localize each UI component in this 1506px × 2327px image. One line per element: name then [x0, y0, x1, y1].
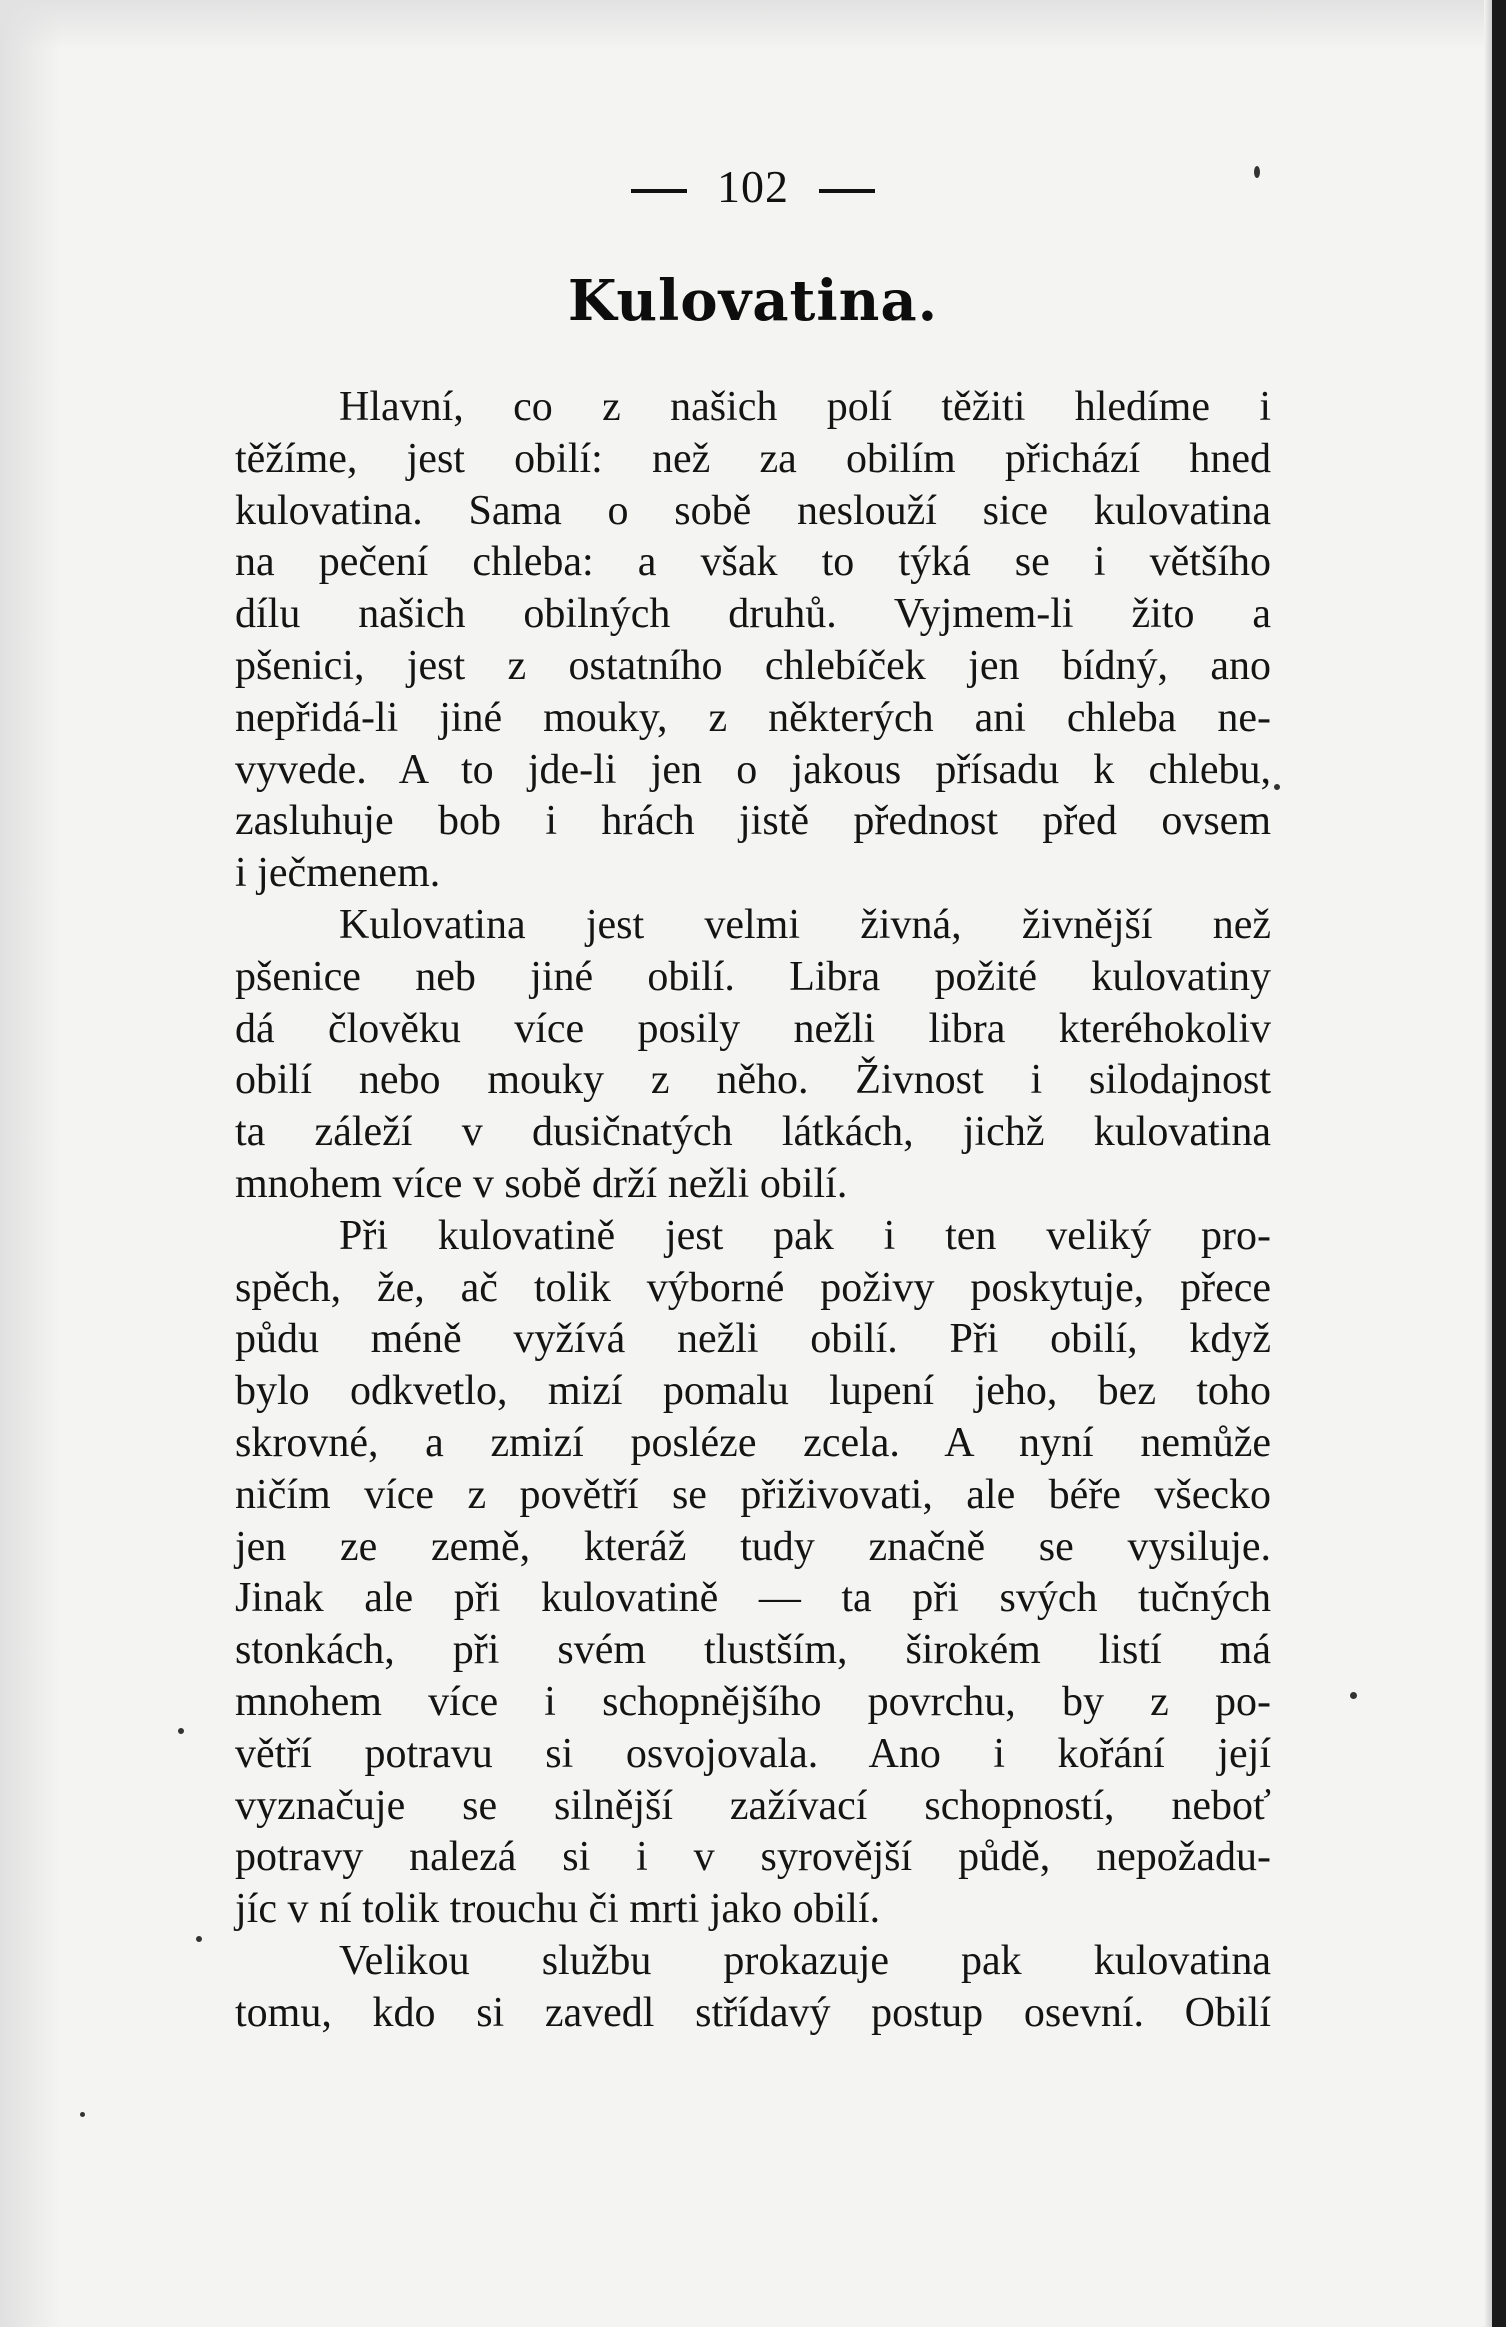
text-line: dílu našich obilných druhů. Vyjmem-li žito a [235, 591, 1271, 638]
text-line: mnohem více v sobě drží nežli obilí. [235, 1160, 848, 1207]
paragraph-3 [235, 1211, 1271, 1936]
text-line: nepřidá-li jiné mouky, z některých ani chleba ne- [235, 694, 1271, 741]
text-line: bylo odkvetlo, mizí pomalu lupení jeho, bez toho [235, 1368, 1271, 1415]
text-line: Při kulovatině jest pak i ten veliký pro- [339, 1212, 1271, 1259]
paragraph-4 [235, 1936, 1271, 2040]
text-line: kulovatina. Sama o sobě neslouží sice kulovatina [235, 487, 1271, 534]
scan-speck [1350, 1692, 1357, 1699]
text-line: tomu, kdo si zavedl střídavý postup osevní. Obilí [235, 1989, 1271, 2036]
text-line: vyznačuje se silnější zažívací schopností, neboť [235, 1782, 1271, 1829]
text-line: dá člověku více posily nežli libra kteréhokoliv [235, 1005, 1271, 1052]
paragraph-1 [235, 382, 1271, 900]
text-line: jen ze země, kteráž tudy značně se vysiluje. [235, 1523, 1271, 1570]
scan-speck [178, 1728, 184, 1734]
text-line: jíc v ní tolik trouchu či mrti jako obilí. [235, 1886, 881, 1933]
text-line: i ječmenem. [235, 850, 441, 897]
text-line: Jinak ale při kulovatině — ta při svých tučných [235, 1575, 1271, 1622]
text-line: Velikou službu prokazuje pak kulovatina [339, 1937, 1271, 1984]
chapter-title: Kulovatina. [567, 268, 939, 334]
text-line: mnohem více i schopnějšího povrchu, by z po- [235, 1678, 1271, 1725]
body-text [235, 382, 1271, 2040]
text-line: půdu méně vyžívá nežli obilí. Při obilí, když [235, 1316, 1271, 1363]
text-line: pšenici, jest z ostatního chlebíček jen bídný, ano [235, 642, 1271, 689]
text-line: spěch, že, ač tolik výborné poživy poskytuje, přece [235, 1264, 1271, 1311]
scan-speck [80, 2112, 85, 2117]
paragraph-2 [235, 900, 1271, 1211]
text-line: větří potravu si osvojovala. Ano i kořání její [235, 1730, 1271, 1777]
text-line: skrovné, a zmizí posléze zcela. A nyní nemůže [235, 1419, 1271, 1466]
text-line: zasluhuje bob i hrách jistě přednost před ovsem [235, 798, 1271, 845]
header-dash-right [819, 189, 875, 193]
scan-speck [1274, 784, 1280, 790]
text-line: vyvede. A to jde-li jen o jakous přísadu k chlebu, [235, 746, 1271, 793]
header-dash-left [631, 189, 687, 193]
page-binding-edge [1492, 0, 1506, 2327]
text-line: stonkách, při svém tlustším, širokém listí má [235, 1627, 1271, 1674]
page-number: 102 [717, 161, 789, 212]
text-line: ničím více z povětří se přiživovati, ale béře všecko [235, 1471, 1271, 1518]
page-edge-shadow [1484, 0, 1492, 2327]
text-line: těžíme, jest obilí: než za obilím přichází hned [235, 435, 1271, 482]
scan-shadow-top [0, 0, 1506, 50]
page-header [0, 160, 1506, 213]
text-line: pšenice neb jiné obilí. Libra požité kulovatiny [235, 953, 1271, 1000]
text-line: potravy nalezá si i v syrovější půdě, nepožadu- [235, 1834, 1271, 1881]
text-line: na pečení chleba: a však to týká se i většího [235, 539, 1271, 586]
text-line: obilí nebo mouky z něho. Živnost i silodajnost [235, 1057, 1271, 1104]
text-line: ta záleží v dusičnatých látkách, jichž kulovatina [235, 1109, 1271, 1156]
text-line: Hlavní, co z našich polí těžiti hledíme i [339, 384, 1271, 430]
scan-speck [196, 1936, 202, 1942]
text-line: Kulovatina jest velmi živná, živnější než [339, 901, 1271, 948]
scan-shadow-left [0, 0, 60, 2327]
